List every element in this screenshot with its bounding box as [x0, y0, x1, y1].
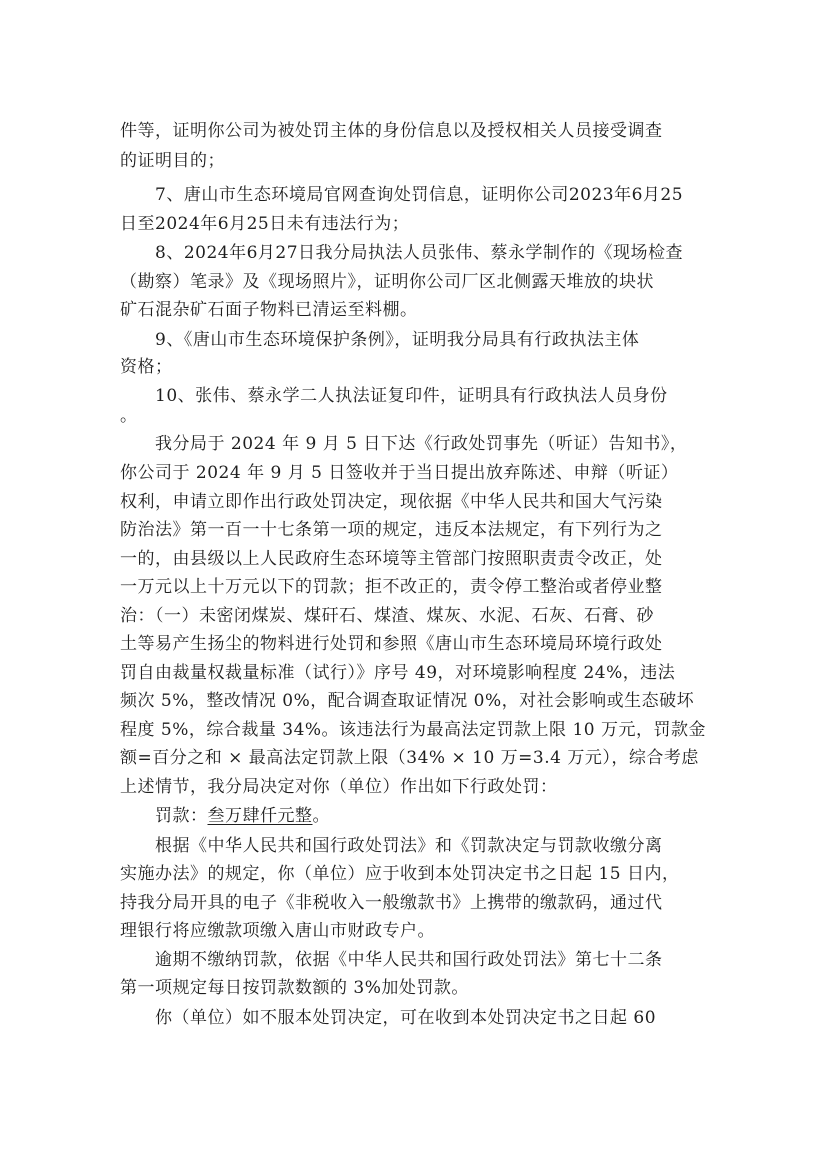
- text-line: 土等易产生扬尘的物料进行处罚和参照《唐山市生态环境局环境行政处: [120, 634, 663, 654]
- text-line: 件等，证明你公司为被处罚主体的身份信息以及授权相关人员接受调查: [120, 121, 663, 141]
- text-line: 的证明目的；: [120, 151, 225, 171]
- text-line: 你（单位）如不服本处罚决定，可在收到本处罚决定书之日起 60: [155, 1008, 657, 1028]
- text-line: 逾期不缴纳罚款，依据《中华人民共和国行政处罚法》第七十二条: [155, 950, 663, 970]
- text-line: 一万元以上十万元以下的罚款；拒不改正的，责令停工整治或者停业整: [120, 577, 663, 597]
- text-line: 7、唐山市生态环境局官网查询处罚信息，证明你公司2023年6月25: [155, 185, 684, 205]
- text-line: 程度 5%，综合裁量 34%。该违法行为最高法定罚款上限 10 万元，罚款金: [120, 720, 707, 740]
- text-line: 频次 5%，整改情况 0%，配合调查取证情况 0%，对社会影响或生态破坏: [120, 691, 695, 711]
- text-line: 治：（一）未密闭煤炭、煤矸石、煤渣、煤灰、水泥、石灰、石膏、砂: [120, 606, 654, 626]
- fine-amount: 叁万肆仟元整: [207, 806, 313, 826]
- text-line: 第一项规定每日按罚款数额的 3%加处罚款。: [120, 978, 469, 998]
- text-line: 根据《中华人民共和国行政处罚法》和《罚款决定与罚款收缴分离: [155, 836, 663, 856]
- text-line: 8、2024年6月27日我分局执法人员张伟、蔡永学制作的《现场检查: [155, 243, 684, 263]
- text-line: 9、《唐山市生态环境保护条例》，证明我分局具有行政执法主体: [155, 330, 640, 350]
- text-line: （勘察）笔录》及《现场照片》，证明你公司厂区北侧露天堆放的块状: [120, 272, 654, 292]
- text-line: 额=百分之和 × 最高法定罚款上限（34% × 10 万=3.4 万元），综合考虑: [120, 748, 699, 768]
- text-line: 持我分局开具的电子《非税收入一般缴款书》上携带的缴款码，通过代: [120, 893, 663, 913]
- text-line: 上述情节，我分局决定对你（单位）作出如下行政处罚：: [120, 777, 558, 797]
- text-line: 矿石混杂矿石面子物料已清运至料棚。: [120, 300, 418, 320]
- text-line: 日至2024年6月25日未有违法行为；: [120, 214, 410, 234]
- text-line: 一的，由县级以上人民政府生态环境等主管部门按照职责责令改正，处: [120, 549, 663, 569]
- text-line: 你公司于 2024 年 9 月 5 日签收并于当日提出放弃陈述、申辩（听证）: [120, 463, 679, 483]
- text-line: 10、张伟、蔡永学二人执法证复印件，证明具有行政执法人员身份: [155, 386, 668, 406]
- text-line: 防治法》第一百一十七条第一项的规定，违反本法规定，有下列行为之: [120, 520, 663, 540]
- text-line: 权利，申请立即作出行政处罚决定，现依据《中华人民共和国大气污染: [120, 492, 663, 512]
- fine-end: 。: [312, 806, 330, 826]
- text-line: 我分局于 2024 年 9 月 5 日下达《行政处罚事先（听证）告知书》，: [155, 434, 688, 454]
- fine-line: [155, 806, 330, 826]
- text-line: 资格；: [120, 357, 173, 377]
- text-line: 理银行将应缴款项缴入唐山市财政专户。: [120, 921, 435, 941]
- text-line: 。: [120, 406, 138, 426]
- text-line: 实施办法》的规定，你（单位）应于收到本处罚决定书之日起 15 日内，: [120, 864, 680, 884]
- text-line: 罚自由裁量权裁量标准（试行）》序号 49，对环境影响程度 24%，违法: [120, 663, 676, 683]
- fine-label: 罚款：: [155, 806, 208, 826]
